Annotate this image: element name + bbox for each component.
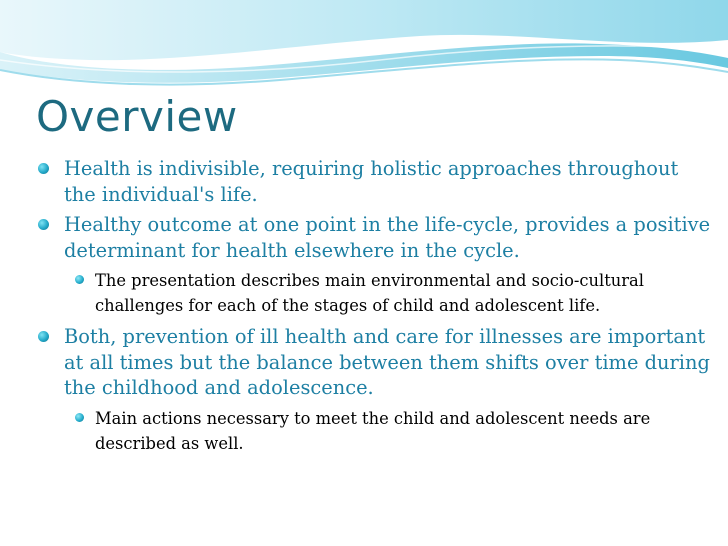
- sphere-bullet-icon: [75, 275, 84, 284]
- slide-title: Overview: [36, 92, 238, 141]
- bullet-item: [22, 324, 712, 401]
- bullet-item: [22, 156, 712, 207]
- bullet-text: Health is indivisible, requiring holistic approaches throughout the individual's life.: [64, 157, 679, 206]
- sub-bullet-item: [22, 268, 712, 318]
- sub-bullet-text: The presentation describes main environmental and socio-cultural challenges for each of the stages of child and adolescent life.: [95, 271, 644, 315]
- bullet-text: Healthy outcome at one point in the life-cycle, provides a positive determinant for health elsewhere in the cycle.: [64, 213, 711, 262]
- sub-bullet-text: Main actions necessary to meet the child and adolescent needs are described as well.: [95, 408, 651, 453]
- bullet-list: [22, 156, 712, 462]
- sphere-bullet-icon: [38, 163, 49, 174]
- sphere-bullet-icon: [38, 331, 49, 342]
- sphere-bullet-icon: [38, 219, 49, 230]
- sub-bullet-item: [22, 406, 712, 456]
- bullet-item: [22, 212, 712, 263]
- bullet-text: Both, prevention of ill health and care for illnesses are important at all times but the balance between them shifts over time during the childhood and adolescence.: [64, 325, 710, 399]
- header-wave-decoration: [0, 0, 728, 90]
- sphere-bullet-icon: [75, 413, 84, 422]
